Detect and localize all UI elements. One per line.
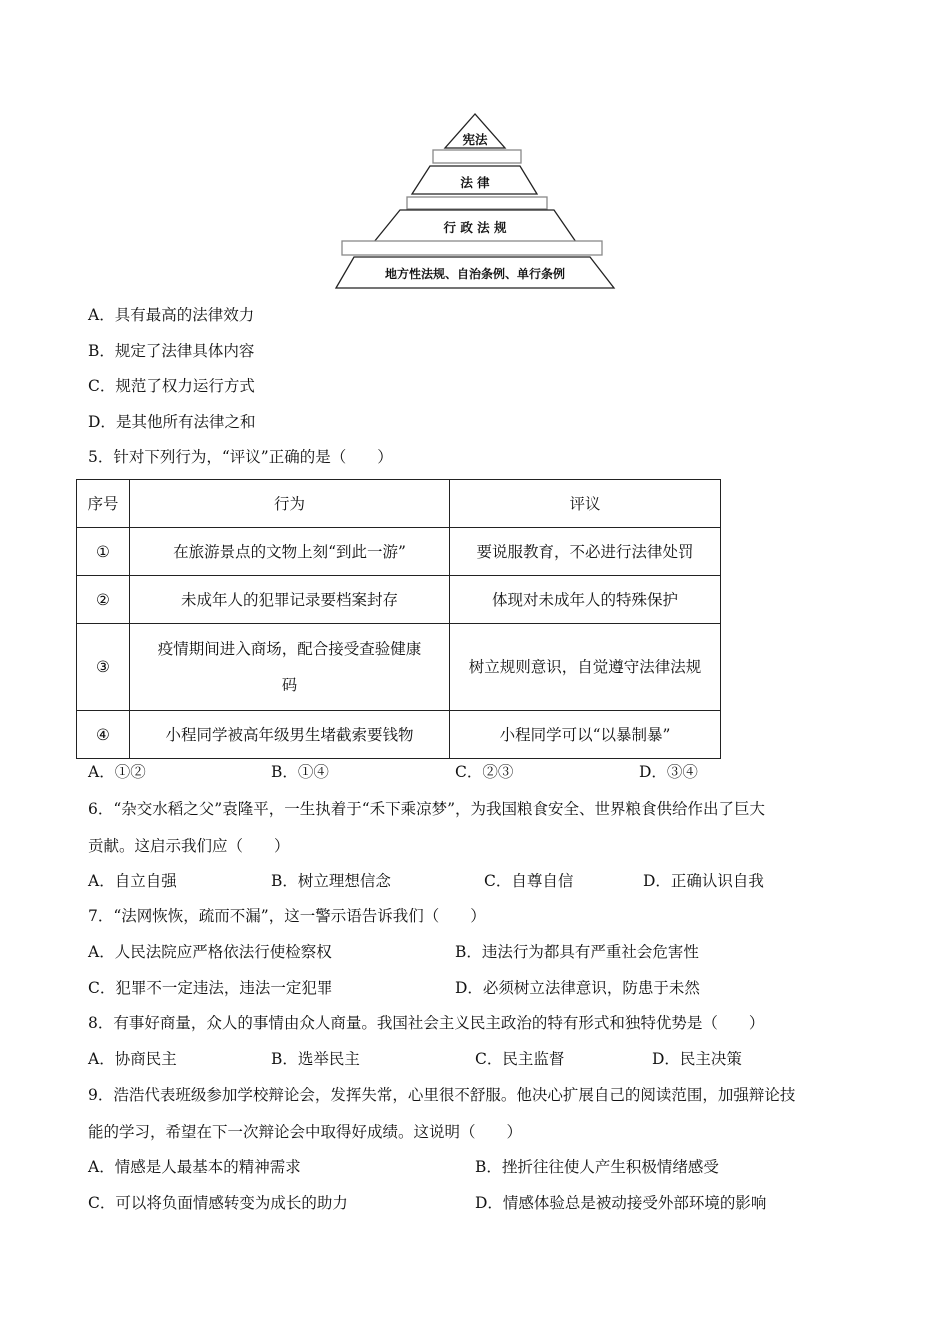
q7-stem: 7．“法网恢恢，疏而不漏”，这一警示语告诉我们（ ）	[88, 907, 486, 925]
q8-option-a: A．协商民主	[88, 1050, 177, 1068]
pyramid-divider-2	[407, 197, 547, 209]
q6-option-c: C．自尊自信	[484, 872, 574, 890]
q6-stem-line-2: 贡献。这启示我们应（ ）	[88, 837, 290, 855]
header-comment: 评议	[450, 480, 721, 528]
q4-option-b: B．规定了法律具体内容	[88, 342, 255, 360]
q5-option-c: C．②③	[455, 763, 514, 781]
q7-option-a: A．人民法院应严格依法行使检察权	[88, 943, 332, 961]
q4-option-a: A．具有最高的法律效力	[88, 306, 255, 324]
q7-option-b: B．违法行为都具有严重社会危害性	[455, 943, 699, 961]
pyramid-divider-1	[433, 150, 521, 163]
table-row	[77, 711, 721, 759]
row-number: ②	[77, 576, 130, 624]
header-number: 序号	[77, 480, 130, 528]
law-hierarchy-pyramid	[330, 108, 620, 293]
q9-stem-line-2: 能的学习，希望在下一次辩论会中取得好成绩。这说明（ ）	[88, 1123, 523, 1141]
q6-stem-line-1: 6．“杂交水稻之父”袁隆平，一生执着于“禾下乘凉梦”，为我国粮食安全、世界粮食供给作出了巨大	[88, 800, 766, 818]
row-behavior: 小程同学被高年级男生堵截索要钱物	[130, 711, 450, 759]
table-header-row	[77, 480, 721, 528]
q7-option-d: D．必须树立法律意识，防患于未然	[455, 979, 700, 997]
q5-table	[76, 479, 721, 759]
q9-stem-line-1: 9．浩浩代表班级参加学校辩论会，发挥失常，心里很不舒服。他决心扩展自己的阅读范围，加强辩论技	[88, 1086, 796, 1104]
q4-option-d: D．是其他所有法律之和	[88, 413, 256, 431]
q6-option-a: A．自立自强	[88, 872, 177, 890]
table-row	[77, 624, 721, 711]
row-comment: 体现对未成年人的特殊保护	[450, 576, 721, 624]
pyramid-label-4: 地方性法规、自治条例、单行条例	[384, 267, 566, 281]
q5-option-d: D．③④	[639, 763, 698, 781]
q7-option-c: C．犯罪不一定违法，违法一定犯罪	[88, 979, 333, 997]
q5-option-a: A．①②	[88, 763, 146, 781]
row-number: ④	[77, 711, 130, 759]
row-comment: 树立规则意识，自觉遵守法律法规	[450, 624, 721, 711]
q9-option-d: D．情感体验总是被动接受外部环境的影响	[475, 1194, 767, 1212]
q5-stem: 5．针对下列行为，“评议”正确的是（ ）	[88, 448, 393, 466]
q8-option-d: D．民主决策	[652, 1050, 742, 1068]
q9-option-a: A．情感是人最基本的精神需求	[88, 1158, 301, 1176]
row-behavior: 未成年人的犯罪记录要档案封存	[130, 576, 450, 624]
header-behavior: 行为	[130, 480, 450, 528]
row-behavior: 疫情期间进入商场，配合接受查验健康 码	[130, 624, 450, 711]
row-comment: 要说服教育，不必进行法律处罚	[450, 528, 721, 576]
q8-stem: 8．有事好商量，众人的事情由众人商量。我国社会主义民主政治的特有形式和独特优势是（ ）	[88, 1014, 765, 1032]
row-number: ③	[77, 624, 130, 711]
q8-option-b: B．选举民主	[271, 1050, 360, 1068]
table-row	[77, 576, 721, 624]
q9-option-b: B．挫折往往使人产生积极情绪感受	[475, 1158, 719, 1176]
pyramid-label-3: 行 政 法 规	[443, 220, 507, 235]
row-comment: 小程同学可以“以暴制暴”	[450, 711, 721, 759]
q9-option-c: C．可以将负面情感转变为成长的助力	[88, 1194, 348, 1212]
q5-option-b: B．①④	[271, 763, 329, 781]
row-number: ①	[77, 528, 130, 576]
table-row	[77, 528, 721, 576]
pyramid-label-1: 宪法	[462, 132, 488, 147]
pyramid-label-2: 法 律	[460, 175, 490, 190]
q6-option-b: B．树立理想信念	[271, 872, 391, 890]
q4-option-c: C．规范了权力运行方式	[88, 377, 255, 395]
q8-option-c: C．民主监督	[475, 1050, 565, 1068]
row-behavior: 在旅游景点的文物上刻“到此一游”	[130, 528, 450, 576]
pyramid-divider-3	[342, 241, 602, 255]
q6-option-d: D．正确认识自我	[643, 872, 764, 890]
